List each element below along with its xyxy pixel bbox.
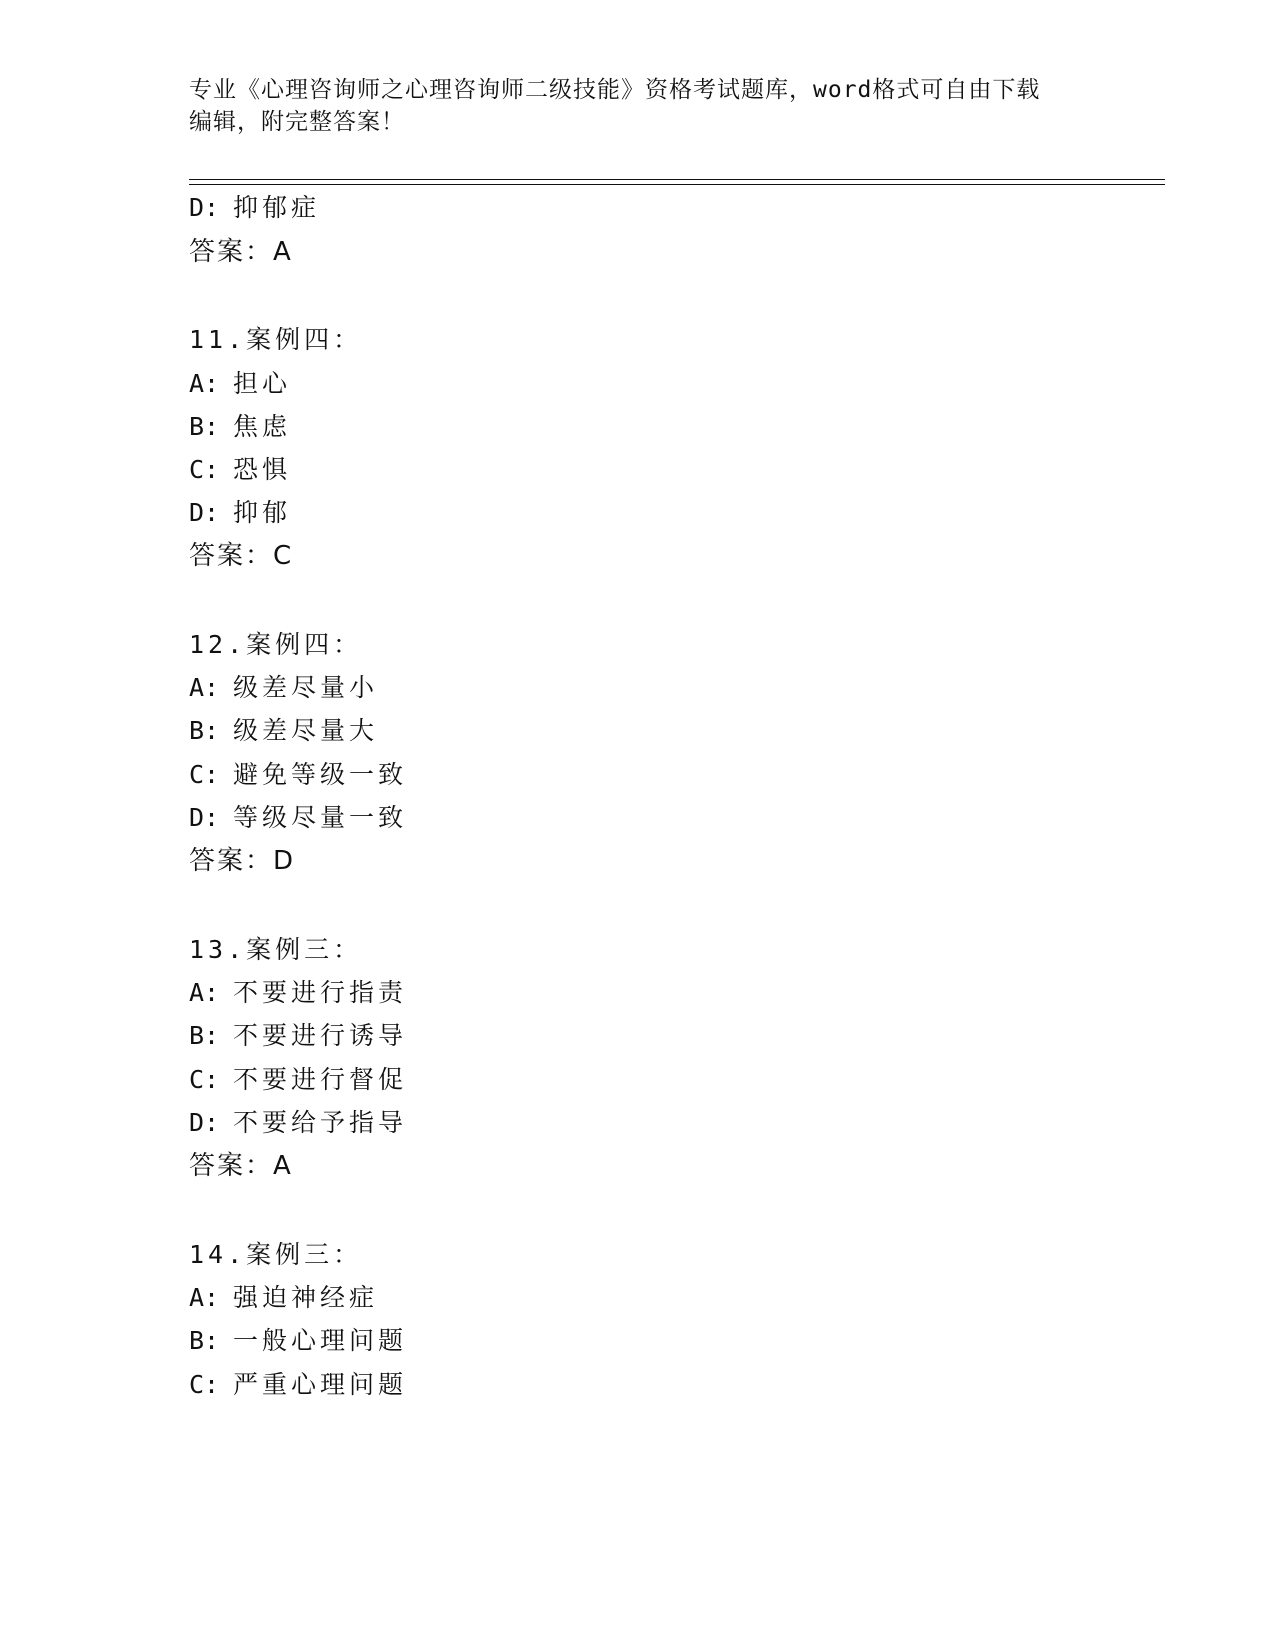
option-a — [189, 1283, 378, 1313]
option-letter: B: — [189, 1326, 220, 1355]
answer-line: 答案：A — [189, 1151, 293, 1181]
option-text: 级差尽量大 — [233, 716, 379, 745]
option-text: 担心 — [233, 369, 292, 398]
option-b — [189, 412, 291, 442]
question-title: 13.案例三： — [189, 935, 363, 964]
option-a — [189, 369, 291, 399]
option-letter: C: — [189, 760, 220, 789]
option-d — [189, 193, 320, 223]
option-text: 一般心理问题 — [233, 1326, 408, 1355]
option-c — [189, 455, 291, 485]
option-d — [189, 498, 291, 528]
option-letter: B: — [189, 412, 220, 441]
option-letter: D: — [189, 193, 220, 222]
option-c — [189, 1370, 407, 1400]
option-b — [189, 1021, 407, 1051]
option-text: 不要给予指导 — [233, 1108, 408, 1137]
option-letter: D: — [189, 1108, 220, 1137]
header-divider-top — [189, 179, 1165, 180]
option-letter: D: — [189, 803, 220, 832]
option-letter: B: — [189, 716, 220, 745]
option-letter: A: — [189, 1283, 220, 1312]
answer-line: 答案：C — [189, 541, 294, 571]
document-header — [189, 74, 1089, 138]
option-text: 等级尽量一致 — [233, 803, 408, 832]
option-a — [189, 978, 407, 1008]
header-line-1: 专业《心理咨询师之心理咨询师二级技能》资格考试题库，word格式可自由下载 — [189, 77, 1041, 103]
option-text: 不要进行诱导 — [233, 1021, 408, 1050]
option-text: 避免等级一致 — [233, 760, 408, 789]
option-text: 不要进行督促 — [233, 1065, 408, 1094]
option-c — [189, 1065, 407, 1095]
option-text: 级差尽量小 — [233, 673, 379, 702]
option-text: 强迫神经症 — [233, 1283, 379, 1312]
option-letter: C: — [189, 1370, 220, 1399]
option-a — [189, 673, 378, 703]
option-letter: A: — [189, 978, 220, 1007]
option-b — [189, 716, 378, 746]
option-letter: C: — [189, 1065, 220, 1094]
answer-line: 答案：D — [189, 846, 296, 876]
option-text: 抑郁 — [233, 498, 292, 527]
option-letter: D: — [189, 498, 220, 527]
option-letter: A: — [189, 673, 220, 702]
option-d — [189, 1108, 407, 1138]
option-letter: A: — [189, 369, 220, 398]
header-line-2: 编辑，附完整答案！ — [189, 109, 405, 135]
option-letter: C: — [189, 455, 220, 484]
option-d — [189, 803, 407, 833]
option-text: 严重心理问题 — [233, 1370, 408, 1399]
question-title: 14.案例三： — [189, 1240, 363, 1269]
question-title: 11.案例四： — [189, 325, 363, 354]
option-c — [189, 760, 407, 790]
option-text: 抑郁症 — [233, 193, 321, 222]
option-letter: B: — [189, 1021, 220, 1050]
option-b — [189, 1326, 407, 1356]
option-text: 不要进行指责 — [233, 978, 408, 1007]
answer-line: 答案：A — [189, 237, 293, 267]
option-text: 焦虑 — [233, 412, 292, 441]
option-text: 恐惧 — [233, 455, 292, 484]
question-title: 12.案例四： — [189, 630, 363, 659]
header-divider-bottom — [189, 184, 1165, 185]
